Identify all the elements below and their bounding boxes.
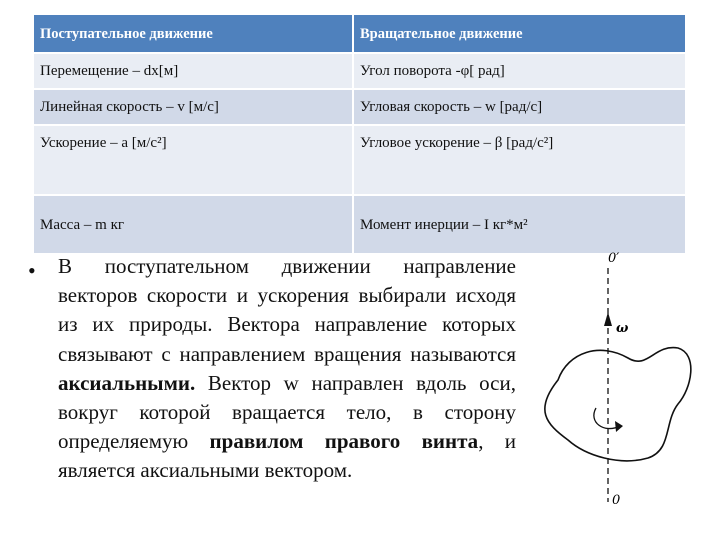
bullet-icon: • (28, 258, 36, 283)
paragraph-text-3: , и является аксиальными вектором. (58, 429, 516, 483)
header-translational: Поступательное движение (34, 15, 352, 52)
cell-angular-velocity: Угловая скорость – w [рад/с] (354, 90, 685, 124)
omega-label: ω (616, 321, 629, 336)
rotation-direction-arrow-icon (615, 421, 623, 432)
axis-top-label: 0′ (608, 251, 620, 266)
rotation-axis-diagram (528, 240, 708, 510)
cell-angular-acceleration: Угловое ускорение – β [рад/с²] (354, 126, 685, 194)
omega-arrowhead-icon (604, 312, 612, 326)
paragraph-text-2: Вектор w направлен вдоль оси, вокруг которой вращается тело, в сторону определяемую (58, 370, 516, 454)
table-row (34, 54, 685, 88)
rigid-body-outline (545, 348, 691, 461)
cell-linear-velocity: Линейная скорость – v [м/с] (34, 90, 352, 124)
comparison-table (32, 13, 687, 255)
table-row (34, 126, 685, 194)
term-right-hand-rule: правилом правого винта (209, 429, 479, 454)
cell-mass: Масса – m кг (34, 196, 352, 253)
cell-moment-of-inertia: Момент инерции – I кг*м² (354, 196, 685, 253)
cell-rotation-angle: Угол поворота -φ[ рад] (354, 54, 685, 88)
paragraph-text-1: В поступательном движении направление векторов скорости и ускорения выбирали исходя из их природы. Вектора направление которых связывают с направлением вращения называются (58, 254, 516, 366)
cell-acceleration: Ускорение – a [м/с²] (34, 126, 352, 194)
table-row (34, 90, 685, 124)
table-header-row (34, 15, 685, 52)
body-paragraph (58, 252, 516, 486)
axis-bottom-label: 0 (612, 493, 621, 508)
cell-displacement: Перемещение – dx[м] (34, 54, 352, 88)
term-axial: аксиальными. (58, 370, 196, 395)
header-rotational: Вращательное движение (354, 15, 685, 52)
